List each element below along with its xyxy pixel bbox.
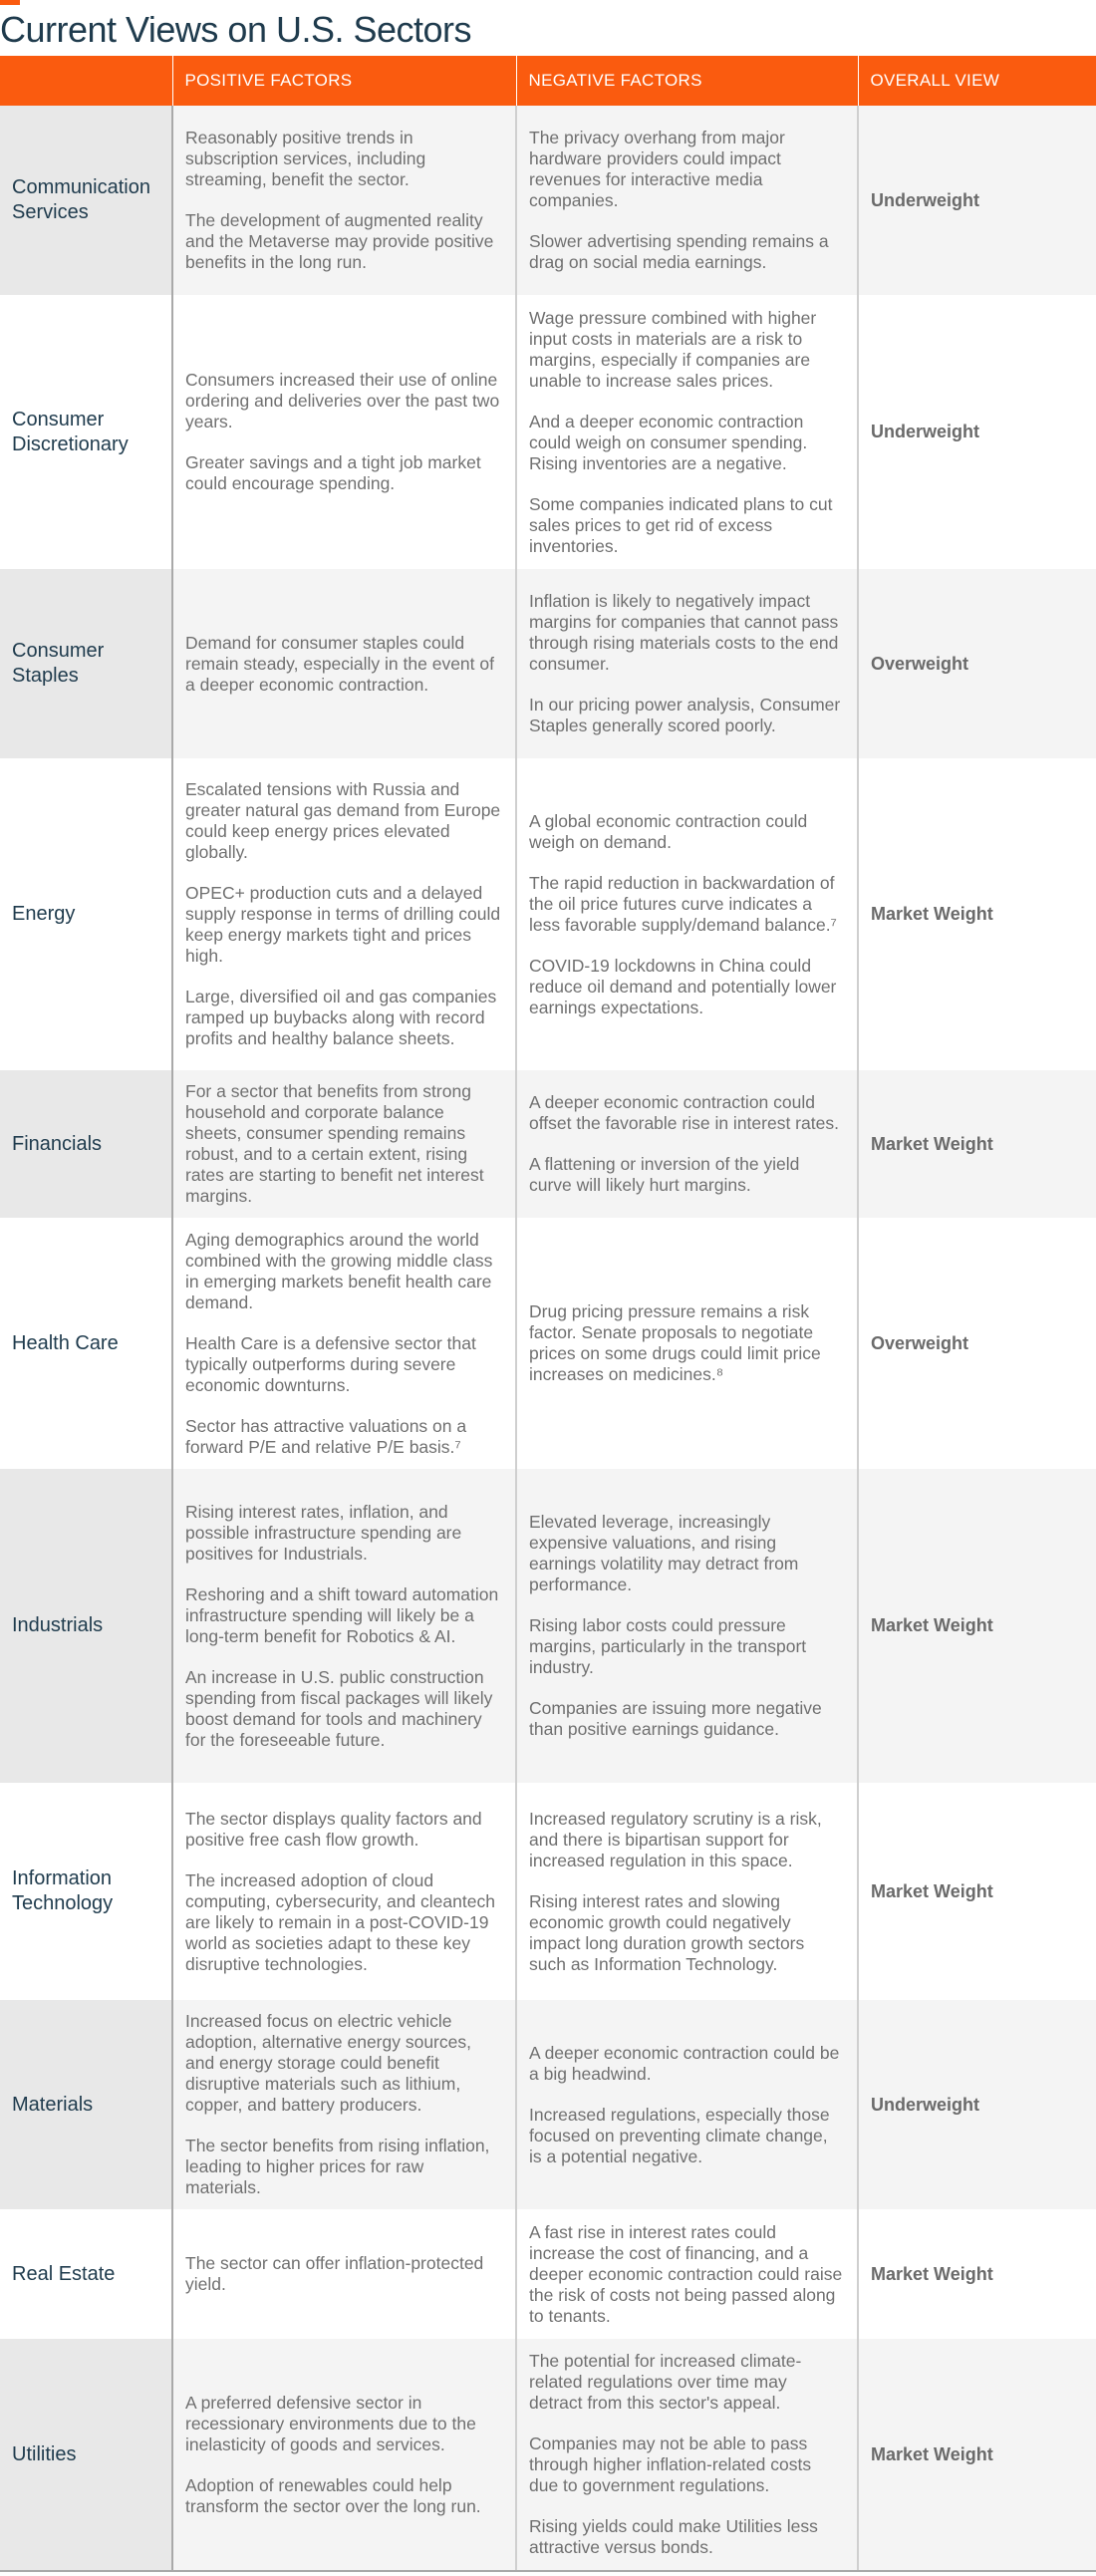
positive-factors-cell	[172, 569, 516, 758]
table-row	[0, 1070, 1096, 1218]
negative-factors-cell	[516, 106, 858, 295]
positive-factor-text: Adoption of renewables could help transform the sector over the long run.	[185, 2474, 481, 2516]
sector-name: Consumer Discretionary	[0, 295, 172, 569]
negative-factors-cell	[516, 2209, 858, 2339]
negative-factors-cell	[516, 1469, 858, 1783]
overall-view: Underweight	[858, 295, 1096, 569]
negative-factor-text: Rising labor costs could pressure margins, particularly in the transport industry.	[529, 1615, 807, 1677]
positive-factor-text: Reshoring and a shift toward automation infrastructure spending will likely be a long-term benefit for Robotics & AI.	[185, 1583, 499, 1646]
header-negative-factors: NEGATIVE FACTORS	[516, 56, 858, 106]
negative-factor-text: Companies are issuing more negative than positive earnings guidance.	[529, 1698, 822, 1739]
sector-name: Materials	[0, 2000, 172, 2209]
negative-factor-text: Slower advertising spending remains a drag on social media earnings.	[529, 231, 829, 272]
sector-name: Communication Services	[0, 106, 172, 295]
negative-factor-text: The rapid reduction in backwardation of the oil price futures curve indicates a less favorable supply/demand balance.⁷	[529, 872, 837, 935]
table-row	[0, 2209, 1096, 2339]
positive-factor-text: The development of augmented reality and the Metaverse may provide positive benefits in the long run.	[185, 210, 494, 272]
positive-factor-text: Reasonably positive trends in subscription services, including streaming, benefit the sector.	[185, 128, 426, 189]
positive-factor-text: Rising interest rates, inflation, and possible infrastructure spending are positives for Industrials.	[185, 1501, 462, 1564]
negative-factors-cell	[516, 1783, 858, 2000]
positive-factor-text: Consumers increased their use of online ordering and deliveries over the past two years.	[185, 370, 500, 431]
sector-name: Energy	[0, 758, 172, 1070]
sector-name: Health Care	[0, 1218, 172, 1469]
positive-factor-text: Increased focus on electric vehicle adoption, alternative energy sources, and energy storage could benefit disruptive materials such as lithium, copper, and battery producers.	[185, 2011, 471, 2115]
overall-view: Market Weight	[858, 758, 1096, 1070]
positive-factor-text: The increased adoption of cloud computing, cybersecurity, and cleantech are likely to remain in a post-COVID-19 world as societies adapt to these key disruptive technologies.	[185, 1869, 495, 1974]
table-row	[0, 569, 1096, 758]
sector-name: Consumer Staples	[0, 569, 172, 758]
positive-factor-text: The sector displays quality factors and positive free cash flow growth.	[185, 1808, 482, 1850]
negative-factor-text: Companies may not be able to pass through higher inflation-related costs due to government regulations.	[529, 2433, 812, 2495]
positive-factors-cell	[172, 2339, 516, 2571]
positive-factor-text: An increase in U.S. public construction spending from fiscal packages will likely boost demand for tools and machinery for the foreseeable future.	[185, 1666, 493, 1750]
overall-view: Underweight	[858, 2000, 1096, 2209]
positive-factor-text: Demand for consumer staples could remain steady, especially in the event of a deeper economic contraction.	[185, 632, 494, 695]
positive-factor-text: Large, diversified oil and gas companies ramped up buybacks along with record profits and healthy balance sheets.	[185, 987, 497, 1048]
negative-factor-text: Elevated leverage, increasingly expensive valuations, and rising earnings volatility may detract from performance.	[529, 1512, 799, 1594]
overall-view: Overweight	[858, 1218, 1096, 1469]
positive-factors-cell	[172, 2209, 516, 2339]
negative-factor-text: A fast rise in interest rates could increase the cost of financing, and a deeper economic contraction could raise the risk of costs not being passed along to tenants.	[529, 2221, 843, 2326]
header-overall-view: OVERALL VIEW	[858, 56, 1096, 106]
negative-factor-text: A deeper economic contraction could be a big headwind.	[529, 2042, 840, 2084]
table-row	[0, 758, 1096, 1070]
negative-factor-text: The potential for increased climate-related regulations over time may detract from this sector's appeal.	[529, 2351, 802, 2413]
negative-factors-cell	[516, 569, 858, 758]
negative-factors-cell	[516, 2339, 858, 2571]
positive-factor-text: OPEC+ production cuts and a delayed supply response in terms of drilling could keep energy markets tight and prices high.	[185, 883, 501, 966]
positive-factor-text: A preferred defensive sector in recessionary environments due to the inelasticity of goods and services.	[185, 2392, 476, 2454]
overall-view: Market Weight	[858, 1469, 1096, 1783]
negative-factors-cell	[516, 758, 858, 1070]
table-row	[0, 106, 1096, 295]
positive-factors-cell	[172, 295, 516, 569]
negative-factor-text: In our pricing power analysis, Consumer Staples generally scored poorly.	[529, 695, 841, 735]
negative-factor-text: Inflation is likely to negatively impact margins for companies that cannot pass through rising materials costs to the end consumer.	[529, 591, 839, 674]
sector-name: Industrials	[0, 1469, 172, 1783]
negative-factor-text: Wage pressure combined with higher input costs in materials are a risk to margins, especially if companies are unable to increase sales prices.	[529, 307, 817, 391]
positive-factors-cell	[172, 1218, 516, 1469]
negative-factor-text: A global economic contraction could weigh on demand.	[529, 810, 808, 852]
table-row	[0, 295, 1096, 569]
positive-factors-cell	[172, 2000, 516, 2209]
negative-factor-text: Increased regulations, especially those focused on preventing climate change, is a potential negative.	[529, 2104, 830, 2166]
overall-view: Market Weight	[858, 1070, 1096, 1218]
overall-view: Underweight	[858, 106, 1096, 295]
negative-factors-cell	[516, 1218, 858, 1469]
negative-factor-text: Rising interest rates and slowing economic growth could negatively impact long duration growth sectors such as Information Technology.	[529, 1890, 805, 1974]
negative-factor-text: The privacy overhang from major hardware providers could impact revenues for interactive media companies.	[529, 128, 785, 210]
negative-factor-text: Some companies indicated plans to cut sales prices to get rid of excess inventories.	[529, 493, 833, 556]
page-title: Current Views on U.S. Sectors	[0, 9, 472, 50]
header-positive-factors: POSITIVE FACTORS	[172, 56, 516, 106]
sector-name: Utilities	[0, 2339, 172, 2571]
overall-view: Market Weight	[858, 2209, 1096, 2339]
positive-factor-text: Health Care is a defensive sector that typically outperforms during severe economic downturns.	[185, 1332, 476, 1395]
positive-factors-cell	[172, 106, 516, 295]
positive-factor-text: The sector can offer inflation-protected yield.	[185, 2253, 484, 2294]
table-row	[0, 1783, 1096, 2000]
table-header-row	[0, 56, 1096, 106]
table-body	[0, 106, 1096, 2571]
negative-factor-text: COVID-19 lockdowns in China could reduce oil demand and potentially lower earnings expectations.	[529, 955, 837, 1017]
negative-factor-text: A flattening or inversion of the yield curve will likely hurt margins.	[529, 1154, 800, 1195]
negative-factors-cell	[516, 1070, 858, 1218]
positive-factor-text: Greater savings and a tight job market could encourage spending.	[185, 452, 481, 493]
table-row	[0, 1218, 1096, 1469]
sector-name: Information Technology	[0, 1783, 172, 2000]
positive-factor-text: Aging demographics around the world combined with the growing middle class in emerging markets benefit health care demand.	[185, 1229, 493, 1312]
negative-factor-text: A deeper economic contraction could offset the favorable rise in interest rates.	[529, 1092, 839, 1133]
sector-name: Financials	[0, 1070, 172, 1218]
table-row	[0, 2339, 1096, 2571]
negative-factor-text: And a deeper economic contraction could weigh on consumer spending. Rising inventories are a negative.	[529, 411, 808, 473]
positive-factor-text: For a sector that benefits from strong household and corporate balance sheets, consumer spending remains robust, and to a certain extent, rising rates are starting to benefit net interest margins.	[185, 1081, 484, 1206]
negative-factors-cell	[516, 2000, 858, 2209]
table-row	[0, 2000, 1096, 2209]
positive-factor-text: Escalated tensions with Russia and greater natural gas demand from Europe could keep energy prices elevated globally.	[185, 779, 501, 862]
overall-view: Market Weight	[858, 2339, 1096, 2571]
sector-views-table	[0, 56, 1096, 2572]
negative-factor-text: Drug pricing pressure remains a risk factor. Senate proposals to negotiate prices on some drugs could limit price increases on medicines.⁸	[529, 1301, 821, 1384]
overall-view: Market Weight	[858, 1783, 1096, 2000]
positive-factors-cell	[172, 1783, 516, 2000]
sector-name: Real Estate	[0, 2209, 172, 2339]
negative-factors-cell	[516, 295, 858, 569]
positive-factors-cell	[172, 1469, 516, 1783]
overall-view: Overweight	[858, 569, 1096, 758]
positive-factor-text: Sector has attractive valuations on a forward P/E and relative P/E basis.⁷	[185, 1415, 467, 1457]
negative-factor-text: Rising yields could make Utilities less attractive versus bonds.	[529, 2516, 818, 2557]
positive-factor-text: The sector benefits from rising inflation, leading to higher prices for raw materials.	[185, 2136, 490, 2197]
positive-factors-cell	[172, 758, 516, 1070]
table-row	[0, 1469, 1096, 1783]
negative-factor-text: Increased regulatory scrutiny is a risk, and there is bipartisan support for increased regulation in this space.	[529, 1808, 822, 1870]
header-sector	[0, 56, 172, 106]
positive-factors-cell	[172, 1070, 516, 1218]
